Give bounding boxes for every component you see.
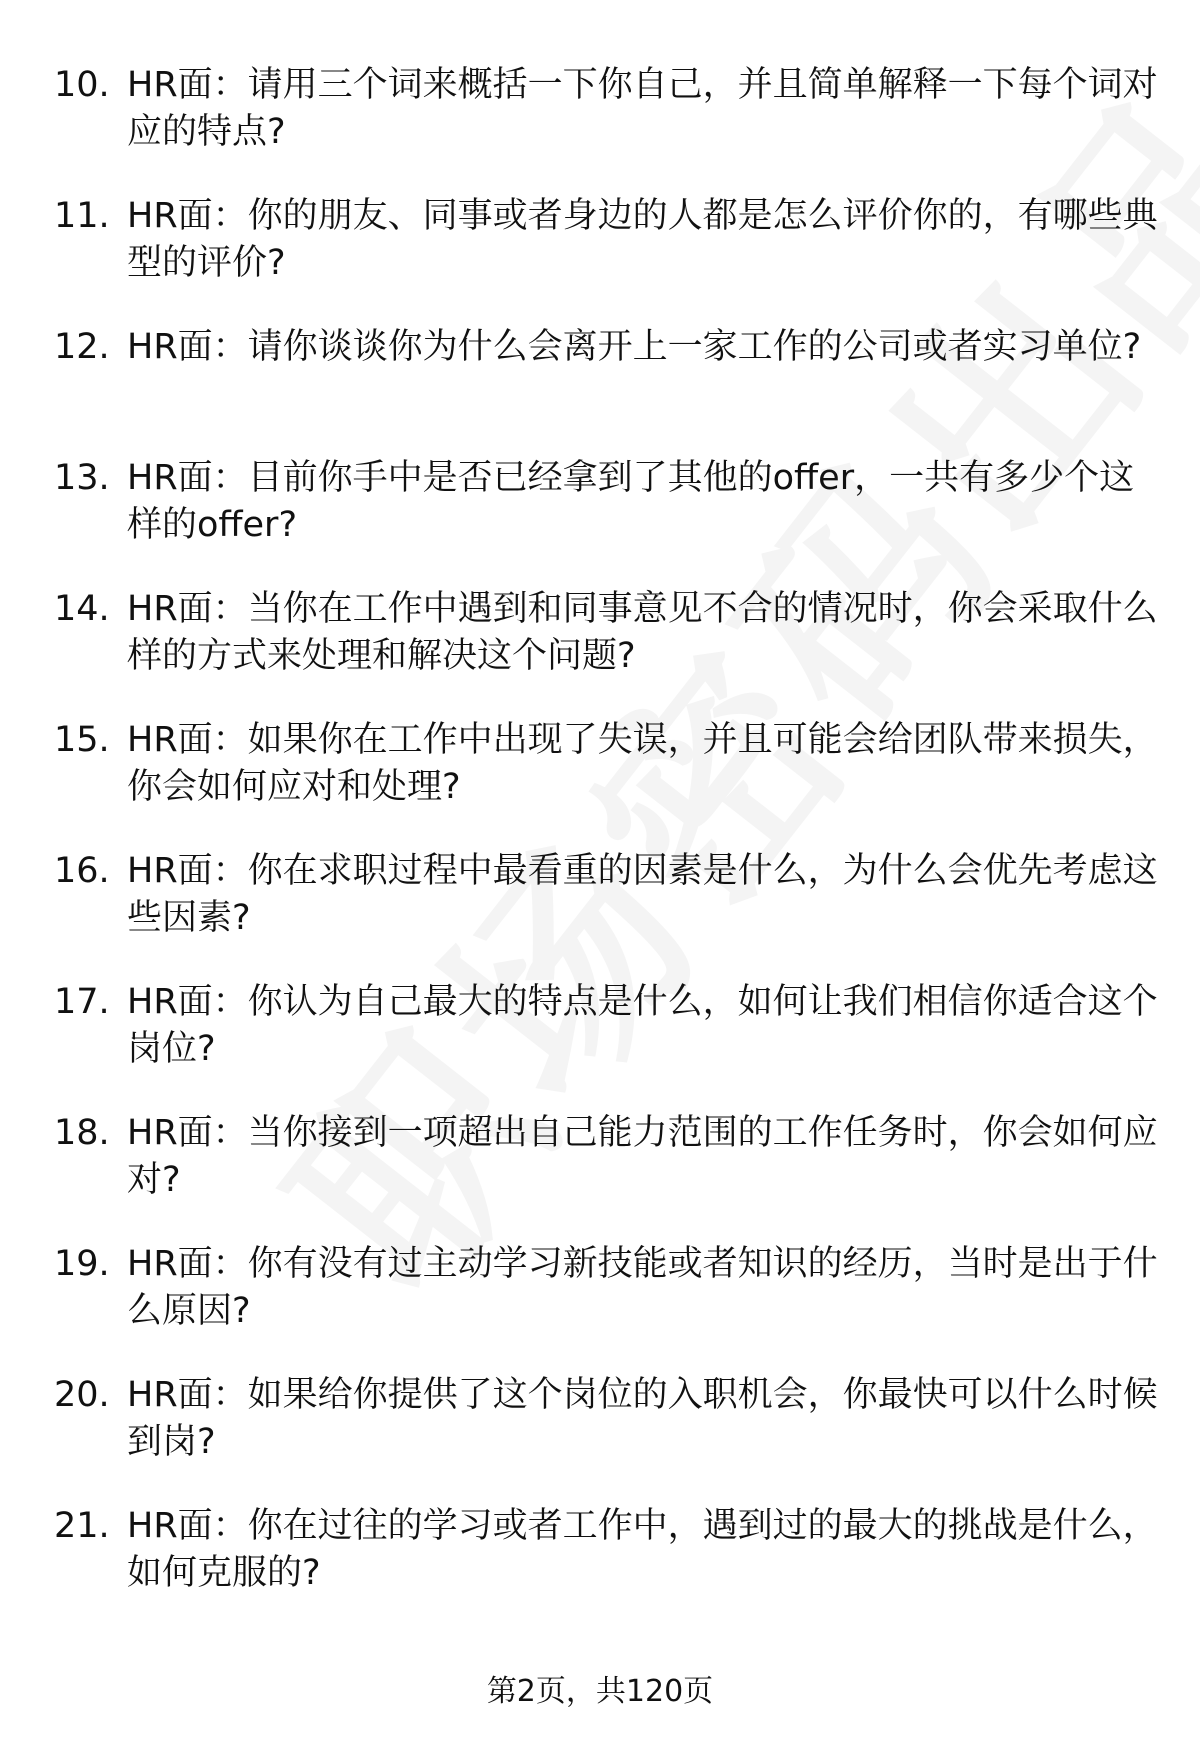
question-text: HR面：目前你手中是否已经拿到了其他的offer，一共有多少个这样的offer? xyxy=(127,458,1135,545)
question-number: 21. xyxy=(54,1506,110,1546)
question-number: 13. xyxy=(54,458,110,498)
question-text: HR面：请你谈谈你为什么会离开上一家工作的公司或者实习单位? xyxy=(127,327,1142,367)
question-number: 18. xyxy=(54,1113,110,1153)
list-item xyxy=(0,1241,1200,1372)
question-number: 19. xyxy=(54,1244,110,1284)
question-text: HR面：如果你在工作中出现了失误，并且可能会给团队带来损失，你会如何应对和处理? xyxy=(127,720,1158,807)
question-number: 16. xyxy=(54,851,110,891)
question-number: 14. xyxy=(54,589,110,629)
question-list xyxy=(0,62,1200,1634)
question-text: HR面：你在过往的学习或者工作中，遇到过的最大的挑战是什么，如何克服的? xyxy=(127,1506,1158,1593)
list-item xyxy=(0,717,1200,848)
list-item xyxy=(0,848,1200,979)
question-text: HR面：当你接到一项超出自己能力范围的工作任务时，你会如何应对? xyxy=(127,1113,1158,1200)
list-item xyxy=(0,324,1200,455)
question-text: HR面：你的朋友、同事或者身边的人都是怎么评价你的，有哪些典型的评价? xyxy=(127,196,1158,283)
list-item xyxy=(0,1503,1200,1634)
page-footer: 第2页，共120页 xyxy=(486,1674,714,1709)
question-number: 12. xyxy=(54,327,110,367)
list-item xyxy=(0,455,1200,586)
question-number: 20. xyxy=(54,1375,110,1415)
question-number: 10. xyxy=(54,65,110,105)
question-number: 11. xyxy=(54,196,110,236)
list-item xyxy=(0,586,1200,717)
list-item xyxy=(0,193,1200,324)
question-text: HR面：你在求职过程中最看重的因素是什么，为什么会优先考虑这些因素? xyxy=(127,851,1158,938)
list-item xyxy=(0,979,1200,1110)
list-item xyxy=(0,1110,1200,1241)
list-item xyxy=(0,62,1200,193)
question-number: 15. xyxy=(54,720,110,760)
question-text: HR面：你认为自己最大的特点是什么，如何让我们相信你适合这个岗位? xyxy=(127,982,1158,1069)
question-number: 17. xyxy=(54,982,110,1022)
question-text: HR面：请用三个词来概括一下你自己，并且简单解释一下每个词对应的特点? xyxy=(127,65,1158,152)
question-text: HR面：当你在工作中遇到和同事意见不合的情况时，你会采取什么样的方式来处理和解决这个问题? xyxy=(127,589,1158,676)
list-item xyxy=(0,1372,1200,1503)
question-text: HR面：如果给你提供了这个岗位的入职机会，你最快可以什么时候到岗? xyxy=(127,1375,1158,1462)
question-text: HR面：你有没有过主动学习新技能或者知识的经历，当时是出于什么原因? xyxy=(127,1244,1158,1331)
